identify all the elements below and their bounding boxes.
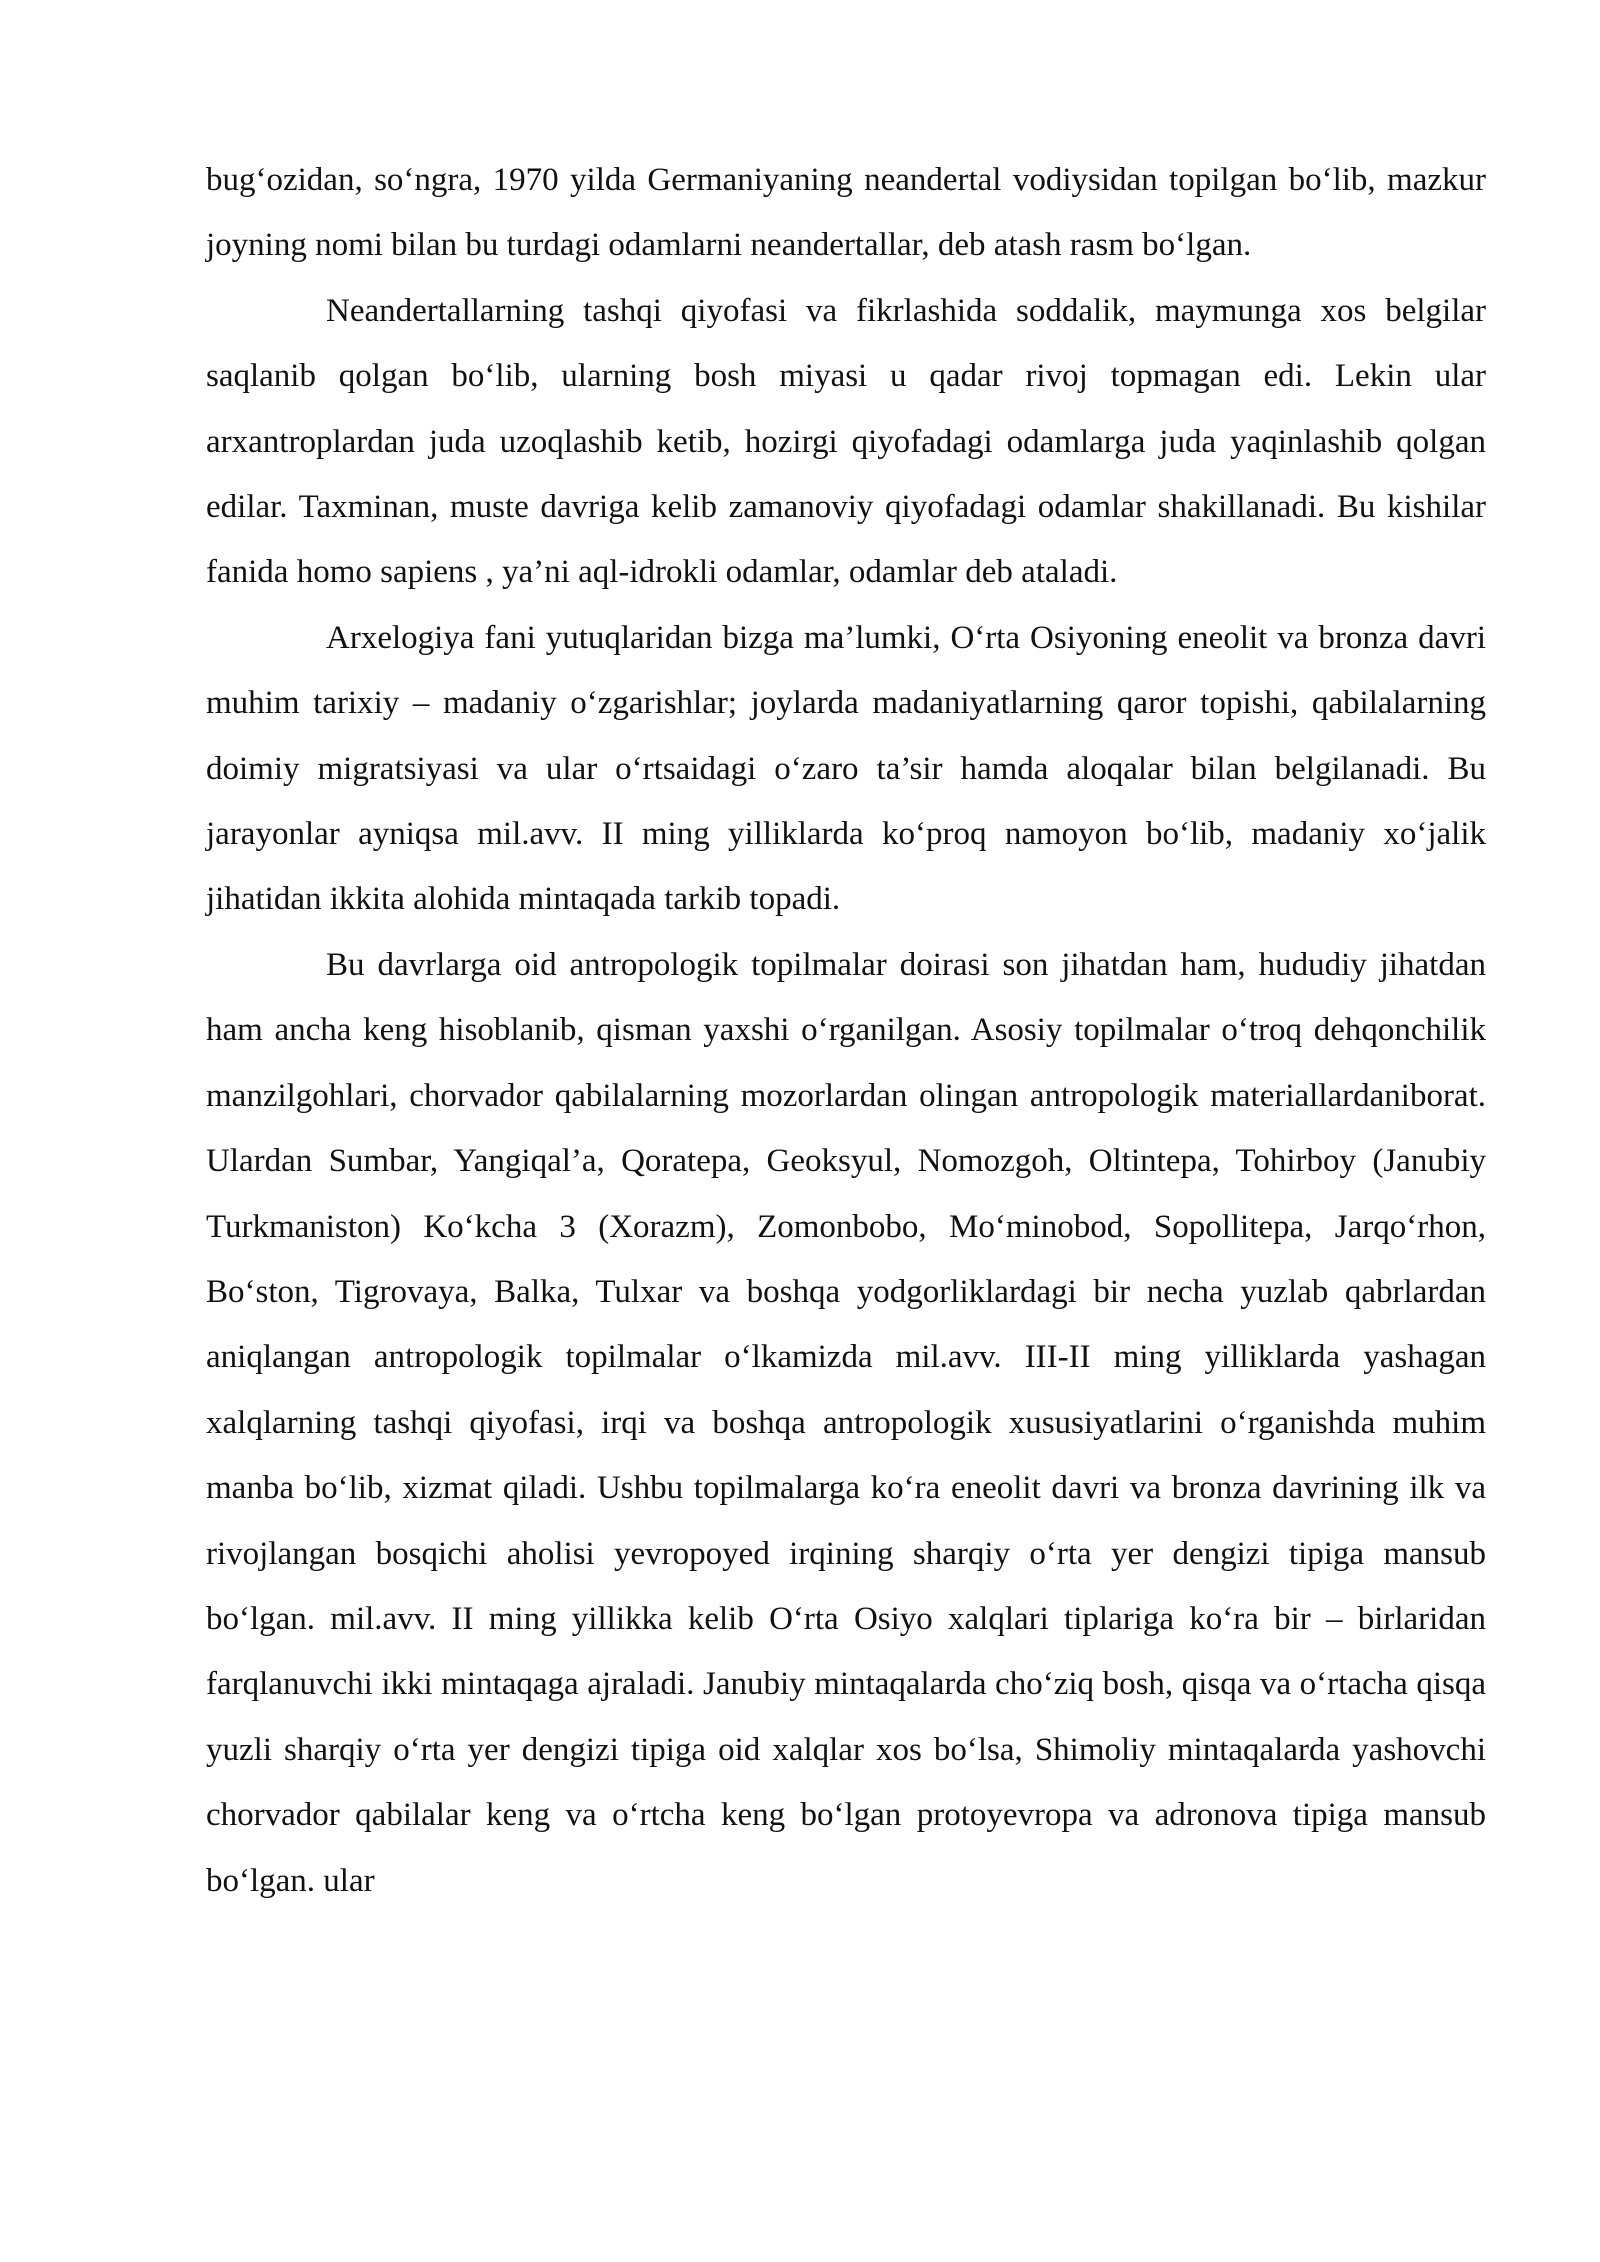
paragraph-4: Bu davrlarga oid antropologik topilmalar doirasi son jihatdan ham, hududiy jihatdan ham ancha keng hisoblanib, qisman yaxshi o‘rganilgan. Asosiy topilmalar o‘troq dehqonchilik manzilgohlari, chorvador qabilalarning mozorlardan olingan antropologik materiallardaniborat. Ulardan Sumbar, Yangiqal’a, Qoratepa, Geoksyul, Nomozgoh, Oltintepa, Tohirboy (Janubiy Turkmaniston) Ko‘kcha 3 (Xorazm), Zomonbobo, Mo‘minobod, Sopollitepa, Jarqo‘rhon, Bo‘ston, Tigrovaya, Balka, Tulxar va boshqa yodgorliklardagi bir necha yuzlab qabrlardan aniqlangan antropologik topilmalar o‘lkamizda mil.avv. III-II ming yilliklarda yashagan xalqlarning tashqi qiyofasi, irqi va boshqa antropologik xususiyatlarini o‘rganishda muhim manba bo‘lib, xizmat qiladi. Ushbu topilmalarga ko‘ra eneolit davri va bronza davrining ilk va rivojlangan bosqichi aholisi yevropoyed irqining sharqiy o‘rta yer dengizi tipiga mansub bo‘lgan. mil.avv. II ming yillikka kelib O‘rta Osiyo xalqlari tiplariga ko‘ra bir – birlaridan farqlanuvchi ikki mintaqaga ajraladi. Janubiy mintaqalarda cho‘ziq bosh, qisqa va o‘rtacha qisqa yuzli sharqiy o‘rta yer dengizi tipiga oid xalqlar xos bo‘lsa, Shimoliy mintaqalarda yashovchi chorvador qabilalar keng va o‘rtcha keng bo‘lgan protoyevropa va adronova tipiga mansub bo‘lgan. ular (206, 946, 1486, 1899)
paragraph-2: Neandertallarning tashqi qiyofasi va fikrlashida soddalik, maymunga xos belgilar saqlanib qolgan bo‘lib, ularning bosh miyasi u qadar rivoj topmagan edi. Lekin ular arxantroplardan juda uzoqlashib ketib, hozirgi qiyofadagi odamlarga juda yaqinlashib qolgan edilar. Taxminan, muste davriga kelib zamanoviy qiyofadagi odamlar shakillanadi. Bu kishilar fanida homo sapiens , ya’ni aql-idrokli odamlar, odamlar deb ataladi. (206, 292, 1486, 591)
paragraph-3: Arxelogiya fani yutuqlaridan bizga ma’lumki, O‘rta Osiyoning eneolit va bronza davri muhim tarixiy – madaniy o‘zgarishlar; joylarda madaniyatlarning qaror topishi, qabilalarning doimiy migratsiyasi va ular o‘rtsaidagi o‘zaro ta’sir hamda aloqalar bilan belgilanadi. Bu jarayonlar ayniqsa mil.avv. II ming yilliklarda ko‘proq namoyon bo‘lib, madaniy xo‘jalik jihatidan ikkita alohida mintaqada tarkib topadi. (206, 619, 1486, 918)
document-body (206, 148, 1486, 1914)
paragraph-1: bug‘ozidan, so‘ngra, 1970 yilda Germaniyaning neandertal vodiysidan topilgan bo‘lib, mazkur joyning nomi bilan bu turdagi odamlarni neandertallar, deb atash rasm bo‘lgan. (206, 162, 1486, 264)
